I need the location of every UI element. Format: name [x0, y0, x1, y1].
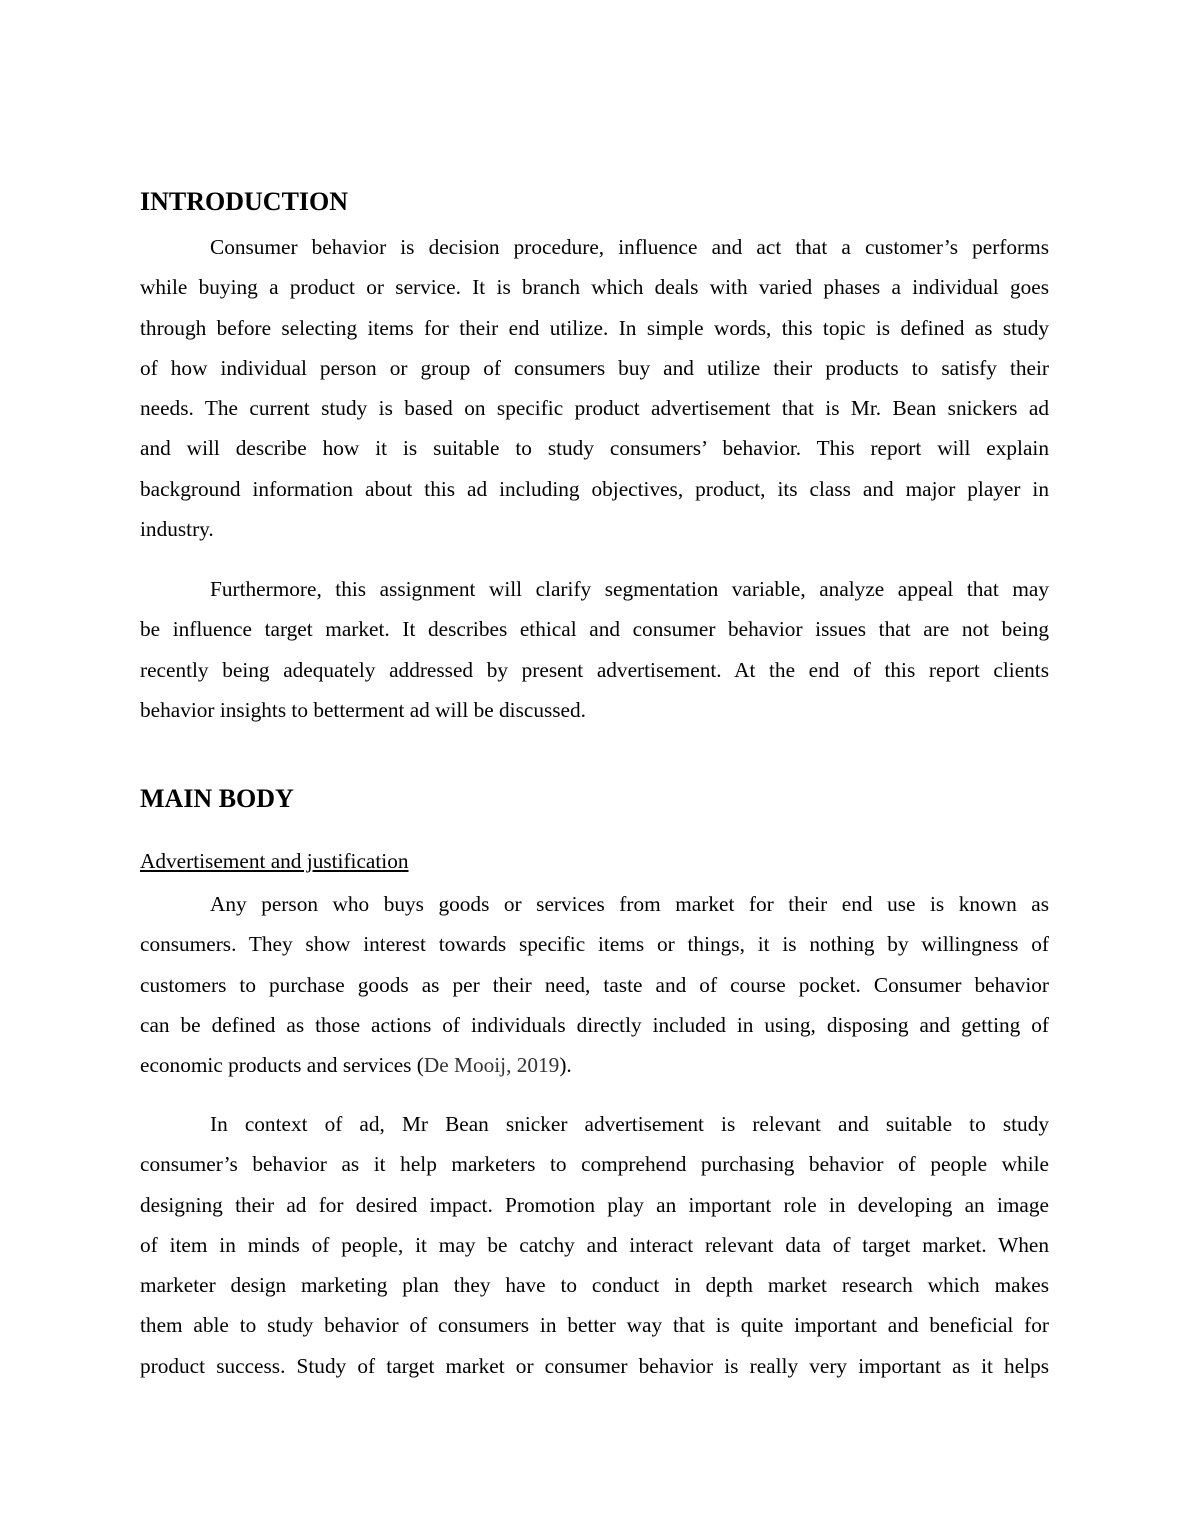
paragraph-line: while buying a product or service. It is branch which deals with varied phases a individual goes [140, 275, 1049, 300]
paragraph-line: of item in minds of people, it may be catchy and interact relevant data of target market. When [140, 1232, 1049, 1257]
paragraph-line: can be defined as those actions of individuals directly included in using, disposing and getting of [140, 1012, 1049, 1037]
paragraph-line: designing their ad for desired impact. Promotion play an important role in developing an image [140, 1192, 1049, 1217]
paragraph-line: through before selecting items for their end utilize. In simple words, this topic is defined as study [140, 315, 1049, 340]
paragraph-line: behavior insights to betterment ad will be discussed. [140, 697, 586, 722]
paragraph-line: and will describe how it is suitable to study consumers’ behavior. This report will explain [140, 436, 1049, 461]
main-paragraph-2 [140, 1104, 1049, 1386]
paragraph-line: be influence target market. It describes ethical and consumer behavior issues that are not being [140, 617, 1049, 642]
paragraph-line: of how individual person or group of consumers buy and utilize their products to satisfy their [140, 355, 1049, 380]
paragraph-line: marketer design marketing plan they have to conduct in depth market research which makes [140, 1273, 1049, 1298]
intro-paragraph-1 [140, 227, 1049, 549]
paragraph-line: economic products and services (De Mooij, 2019). [140, 1053, 572, 1078]
paragraph-line: Consumer behavior is decision procedure, influence and act that a customer’s performs [210, 235, 1049, 259]
intro-paragraph-2 [140, 569, 1049, 730]
introduction-heading: INTRODUCTION [140, 187, 349, 216]
paragraph-line: background information about this ad including objectives, product, its class and major player in [140, 476, 1049, 501]
paragraph-line: Furthermore, this assignment will clarify segmentation variable, analyze appeal that may [210, 577, 1049, 601]
paragraph-line: them able to study behavior of consumers in better way that is quite important and beneficial for [140, 1313, 1049, 1338]
main-body-heading: MAIN BODY [140, 784, 294, 813]
section-subheading: Advertisement and justification [140, 849, 409, 873]
main-paragraph-1 [140, 884, 1049, 1085]
paragraph-line: consumers. They show interest towards specific items or things, it is nothing by willingness of [140, 932, 1049, 957]
paragraph-line: product success. Study of target market or consumer behavior is really very important as it helps [140, 1353, 1049, 1378]
paragraph-line: Any person who buys goods or services from market for their end use is known as [210, 892, 1049, 916]
paragraph-line: needs. The current study is based on specific product advertisement that is Mr. Bean snickers ad [140, 396, 1049, 421]
paragraph-line: industry. [140, 517, 214, 542]
paragraph-line: customers to purchase goods as per their need, taste and of course pocket. Consumer behavior [140, 972, 1049, 997]
paragraph-line: consumer’s behavior as it help marketers to comprehend purchasing behavior of people while [140, 1152, 1049, 1177]
paragraph-line: In context of ad, Mr Bean snicker advertisement is relevant and suitable to study [210, 1112, 1049, 1136]
paragraph-line: recently being adequately addressed by present advertisement. At the end of this report clients [140, 657, 1049, 682]
citation: De Mooij, 2019 [423, 1053, 560, 1078]
